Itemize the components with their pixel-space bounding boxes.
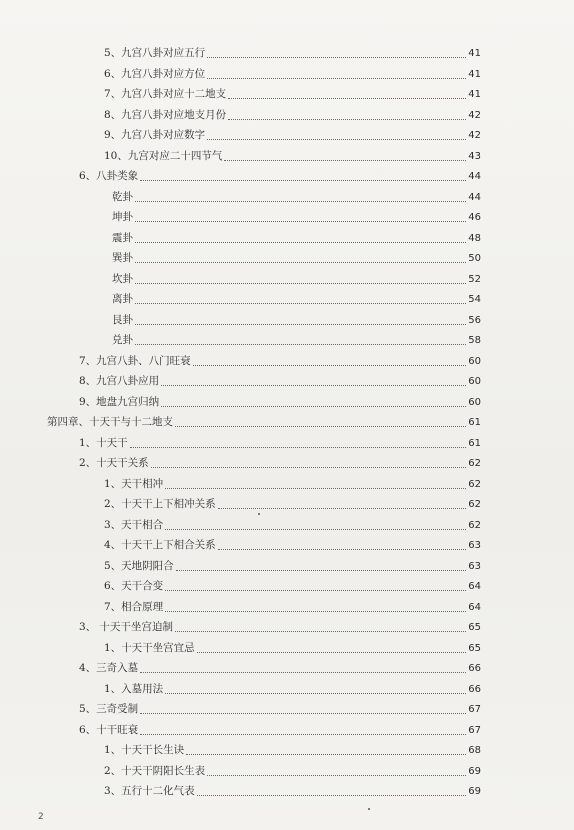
toc-entry-title: 坎卦 xyxy=(112,273,133,285)
dot-leader xyxy=(165,521,466,530)
dot-leader xyxy=(135,213,466,222)
toc-entry xyxy=(104,763,481,779)
dot-leader xyxy=(207,131,466,140)
toc-entry-title: 6、十干旺衰 xyxy=(79,724,139,736)
toc-entry-page: 46 xyxy=(468,212,481,223)
toc-entry-title: 6、九宫八卦对应方位 xyxy=(104,68,206,80)
dot-leader xyxy=(186,746,466,755)
toc-entry xyxy=(79,373,481,389)
toc-entry xyxy=(104,742,481,758)
toc-entry-title: 8、九宫八卦应用 xyxy=(79,375,160,387)
toc-entry xyxy=(104,45,481,61)
toc-entry xyxy=(112,189,481,205)
toc-entry-title: 艮卦 xyxy=(112,314,133,326)
dot-leader xyxy=(218,541,467,550)
toc-entry-title: 1、十天干坐宫宜忌 xyxy=(104,642,195,654)
dot-leader xyxy=(207,49,466,58)
toc-entry-page: 62 xyxy=(468,499,481,510)
toc-entry-page: 67 xyxy=(468,725,481,736)
toc-entry xyxy=(104,517,481,533)
toc-entry-title: 7、九宫八卦对应十二地支 xyxy=(104,88,227,100)
toc-entry xyxy=(79,455,481,471)
toc-entry xyxy=(104,476,481,492)
toc-entry-title: 9、地盘九宫归纳 xyxy=(79,396,160,408)
toc-entry-page: 50 xyxy=(468,253,481,264)
toc-entry-title: 5、九宫八卦对应五行 xyxy=(104,47,206,59)
toc-entry-page: 64 xyxy=(468,581,481,592)
toc-entry xyxy=(112,291,481,307)
dot-leader xyxy=(161,398,466,407)
toc-entry xyxy=(104,496,481,512)
toc-entry-title: 坤卦 xyxy=(112,211,133,223)
toc-entry xyxy=(104,599,481,615)
toc-entry-title: 1、入墓用法 xyxy=(104,683,164,695)
toc-entry xyxy=(112,332,481,348)
toc-entry-page: 63 xyxy=(468,540,481,551)
dot-leader xyxy=(140,726,466,735)
toc-entry-title: 乾卦 xyxy=(112,191,133,203)
toc-entry-title: 10、九宫对应二十四节气 xyxy=(104,150,223,162)
toc-entry-title: 兑卦 xyxy=(112,334,133,346)
toc-entry-page: 67 xyxy=(468,704,481,715)
toc-entry-page: 42 xyxy=(468,110,481,121)
toc-entry-title: 1、十天干长生诀 xyxy=(104,744,185,756)
toc-entry xyxy=(79,701,481,717)
toc-entry-page: 63 xyxy=(468,561,481,572)
toc-entry xyxy=(79,394,481,410)
dot-leader xyxy=(140,664,466,673)
dot-leader xyxy=(135,336,466,345)
scan-speck xyxy=(258,513,260,515)
toc-entry-title: 3、 十天干坐宫迫制 xyxy=(79,621,174,633)
dot-leader xyxy=(130,439,467,448)
toc-entry-page: 58 xyxy=(468,335,481,346)
dot-leader xyxy=(197,644,467,653)
toc-entry xyxy=(112,209,481,225)
toc-entry xyxy=(79,168,481,184)
toc-entry-title: 第四章、十天干与十二地支 xyxy=(47,416,173,428)
dot-leader xyxy=(228,90,466,99)
dot-leader xyxy=(176,562,467,571)
toc-entry xyxy=(79,660,481,676)
toc-entry-title: 6、八卦类象 xyxy=(79,170,139,182)
toc-entry-title: 2、十天干阴阳长生表 xyxy=(104,765,206,777)
toc-entry xyxy=(104,558,481,574)
toc-entry-page: 60 xyxy=(468,376,481,387)
toc-entry-page: 56 xyxy=(468,315,481,326)
toc-entry-title: 8、九宫八卦对应地支月份 xyxy=(104,109,227,121)
toc-entry-page: 61 xyxy=(468,417,481,428)
dot-leader xyxy=(151,459,467,468)
toc-entry-page: 41 xyxy=(468,69,481,80)
toc-entry xyxy=(104,66,481,82)
dot-leader xyxy=(135,193,466,202)
dot-leader xyxy=(135,234,466,243)
dot-leader xyxy=(165,480,466,489)
toc-entry-page: 60 xyxy=(468,397,481,408)
toc-entry xyxy=(112,312,481,328)
toc-entry xyxy=(79,353,481,369)
toc-entry xyxy=(104,86,481,102)
toc-entry xyxy=(47,414,481,430)
toc-entry-page: 42 xyxy=(468,130,481,141)
toc-entry-title: 1、十天干 xyxy=(79,437,128,449)
toc-entry-title: 震卦 xyxy=(112,232,133,244)
dot-leader xyxy=(228,111,466,120)
toc-entry-page: 62 xyxy=(468,520,481,531)
toc-entry-page: 48 xyxy=(468,233,481,244)
page-number: 2 xyxy=(38,812,44,822)
toc-entry-page: 69 xyxy=(468,766,481,777)
toc-entry-title: 巽卦 xyxy=(112,252,133,264)
dot-leader xyxy=(218,500,467,509)
toc-entry xyxy=(112,230,481,246)
dot-leader xyxy=(207,767,466,776)
toc-entry xyxy=(104,537,481,553)
toc-entry-page: 66 xyxy=(468,684,481,695)
scan-speck xyxy=(368,808,370,810)
dot-leader xyxy=(165,685,466,694)
toc-entry xyxy=(104,681,481,697)
toc-entry-page: 44 xyxy=(468,192,481,203)
toc-entry-page: 61 xyxy=(468,438,481,449)
toc-entry xyxy=(79,722,481,738)
toc-entry xyxy=(112,271,481,287)
toc-entry-title: 7、相合原理 xyxy=(104,601,164,613)
toc-entry xyxy=(79,619,481,635)
dot-leader xyxy=(135,254,466,263)
toc-entry-title: 2、十天干上下相冲关系 xyxy=(104,498,216,510)
toc-entry xyxy=(104,578,481,594)
toc-entry xyxy=(79,435,481,451)
toc-entry xyxy=(104,148,481,164)
toc-entry-title: 7、九宫八卦、八门旺衰 xyxy=(79,355,191,367)
dot-leader xyxy=(165,582,466,591)
toc-entry-page: 65 xyxy=(468,622,481,633)
dot-leader xyxy=(135,316,466,325)
toc-entry-title: 3、天干相合 xyxy=(104,519,164,531)
toc-entry xyxy=(104,127,481,143)
toc-entry-page: 43 xyxy=(468,151,481,162)
dot-leader xyxy=(193,357,467,366)
toc-entry-page: 69 xyxy=(468,786,481,797)
toc-entry xyxy=(112,250,481,266)
toc-entry-page: 62 xyxy=(468,479,481,490)
toc-entry-title: 5、天地阴阳合 xyxy=(104,560,174,572)
toc-entry-title: 6、天干合变 xyxy=(104,580,164,592)
toc-entry xyxy=(104,640,481,656)
toc-entry-page: 41 xyxy=(468,48,481,59)
toc-entry-page: 54 xyxy=(468,294,481,305)
dot-leader xyxy=(224,152,466,161)
toc-entry-title: 1、天干相冲 xyxy=(104,478,164,490)
toc-entry-title: 4、十天干上下相合关系 xyxy=(104,539,216,551)
dot-leader xyxy=(161,377,466,386)
toc-entry-title: 9、九宫八卦对应数字 xyxy=(104,129,206,141)
toc-entry xyxy=(104,783,481,799)
dot-leader xyxy=(175,623,466,632)
toc-entry-page: 52 xyxy=(468,274,481,285)
toc-entry-page: 44 xyxy=(468,171,481,182)
dot-leader xyxy=(207,70,466,79)
toc-entry-title: 离卦 xyxy=(112,293,133,305)
toc-entry-title: 4、三奇入墓 xyxy=(79,662,139,674)
dot-leader xyxy=(197,787,467,796)
toc-entry-page: 60 xyxy=(468,356,481,367)
dot-leader xyxy=(135,275,466,284)
dot-leader xyxy=(140,705,466,714)
dot-leader xyxy=(135,295,466,304)
toc-entry-page: 62 xyxy=(468,458,481,469)
toc-entry-page: 65 xyxy=(468,643,481,654)
toc-entry xyxy=(104,107,481,123)
toc-entry-title: 3、五行十二化气表 xyxy=(104,785,195,797)
toc-entry-page: 41 xyxy=(468,89,481,100)
toc-entry-page: 64 xyxy=(468,602,481,613)
toc-entry-title: 2、十天干关系 xyxy=(79,457,149,469)
toc-entry-page: 66 xyxy=(468,663,481,674)
dot-leader xyxy=(165,603,466,612)
toc-entry-title: 5、三奇受制 xyxy=(79,703,139,715)
toc-entry-page: 68 xyxy=(468,745,481,756)
dot-leader xyxy=(175,418,466,427)
dot-leader xyxy=(140,172,466,181)
